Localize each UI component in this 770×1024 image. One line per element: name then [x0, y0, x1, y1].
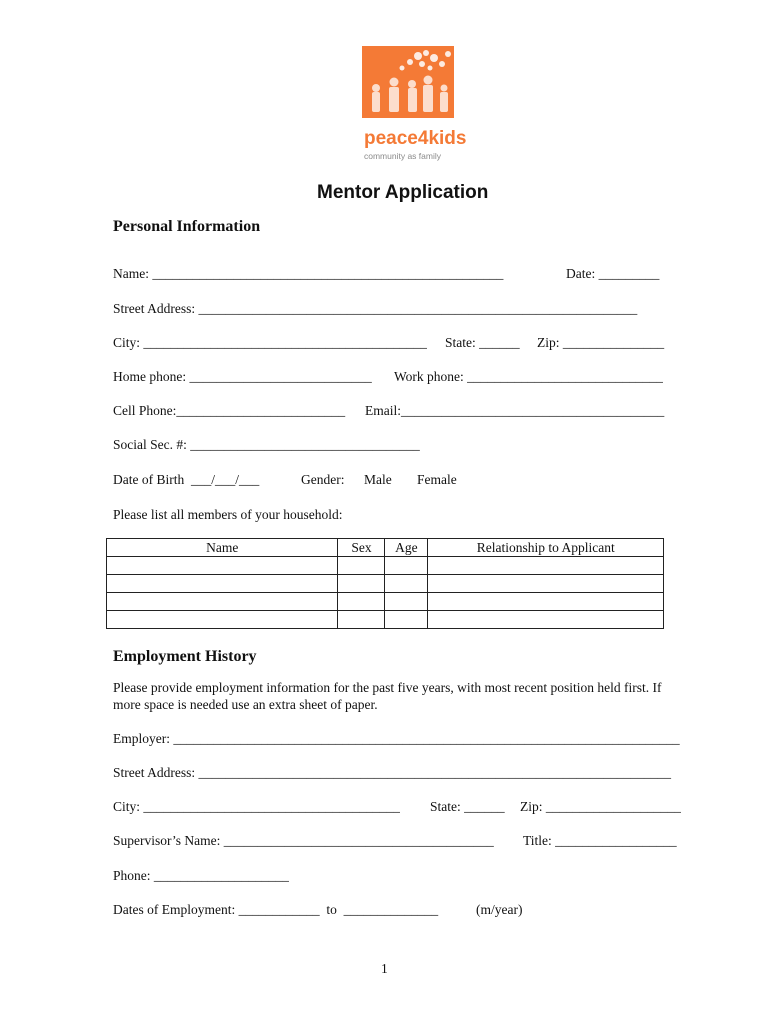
household-cell[interactable]	[385, 611, 428, 629]
document-title: Mentor Application	[317, 182, 489, 203]
logo-tagline: community as family	[364, 151, 441, 161]
employer-phone-field[interactable]: Phone: ____________________	[113, 868, 289, 883]
employer-street-address-field[interactable]: Street Address: ______________________________________________________________________	[113, 765, 671, 780]
name-field[interactable]: Name: ____________________________________________________	[113, 266, 504, 281]
household-cell[interactable]	[338, 611, 385, 629]
gender-female-option[interactable]: Female	[417, 472, 457, 487]
household-prompt: Please list all members of your household:	[113, 507, 343, 522]
home-phone-field[interactable]: Home phone: ___________________________	[113, 369, 372, 384]
household-cell[interactable]	[107, 557, 338, 575]
ssn-field[interactable]: Social Sec. #: __________________________________	[113, 437, 420, 452]
household-cell[interactable]	[428, 557, 664, 575]
city-field[interactable]: City: __________________________________________	[113, 335, 427, 350]
page-number: 1	[381, 961, 388, 976]
email-field[interactable]: Email:_______________________________________	[365, 403, 665, 418]
household-header-row	[107, 539, 664, 557]
column-header-name: Name	[107, 539, 338, 557]
household-cell[interactable]	[428, 593, 664, 611]
cell-phone-field[interactable]: Cell Phone:_________________________	[113, 403, 346, 418]
household-cell[interactable]	[428, 575, 664, 593]
household-cell[interactable]	[385, 575, 428, 593]
household-cell[interactable]	[107, 575, 338, 593]
household-cell[interactable]	[385, 593, 428, 611]
household-table	[106, 538, 664, 629]
household-cell[interactable]	[338, 575, 385, 593]
household-cell[interactable]	[338, 557, 385, 575]
employer-field[interactable]: Employer: ___________________________________________________________________________	[113, 731, 680, 746]
personal-info-heading: Personal Information	[113, 218, 261, 235]
household-cell[interactable]	[428, 611, 664, 629]
date-field[interactable]: Date: _________	[566, 266, 660, 281]
table-row	[107, 593, 664, 611]
household-cell[interactable]	[338, 593, 385, 611]
employer-state-field[interactable]: State: ______	[430, 799, 505, 814]
peace4kids-logo	[362, 46, 467, 164]
employment-intro-line-2: more space is needed use an extra sheet of paper.	[113, 697, 378, 712]
table-row	[107, 611, 664, 629]
household-cell[interactable]	[107, 593, 338, 611]
state-field[interactable]: State: ______	[445, 335, 520, 350]
household-cell[interactable]	[107, 611, 338, 629]
supervisor-name-field[interactable]: Supervisor’s Name: ________________________________________	[113, 833, 494, 848]
work-phone-field[interactable]: Work phone: _____________________________	[394, 369, 663, 384]
employment-intro-line-1: Please provide employment information for the past five years, with most recent position held first. If	[113, 680, 662, 695]
table-row	[107, 575, 664, 593]
dates-unit-label: (m/year)	[476, 902, 523, 917]
dob-field[interactable]: Date of Birth ___/___/___	[113, 472, 260, 487]
household-cell[interactable]	[385, 557, 428, 575]
logo-wordmark: peace4kids	[364, 128, 467, 149]
street-address-field[interactable]: Street Address: _________________________________________________________________	[113, 301, 638, 316]
zip-field[interactable]: Zip: _______________	[537, 335, 665, 350]
table-row	[107, 557, 664, 575]
employer-zip-field[interactable]: Zip: ____________________	[520, 799, 681, 814]
job-title-field[interactable]: Title: __________________	[523, 833, 677, 848]
column-header-sex: Sex	[338, 539, 385, 557]
employment-history-heading: Employment History	[113, 648, 257, 665]
dates-of-employment-field[interactable]: Dates of Employment: ____________ to ______________	[113, 902, 439, 917]
column-header-age: Age	[385, 539, 428, 557]
employer-city-field[interactable]: City: ______________________________________	[113, 799, 400, 814]
column-header-relationship: Relationship to Applicant	[428, 539, 664, 557]
gender-label: Gender:	[301, 472, 345, 487]
gender-male-option[interactable]: Male	[364, 472, 392, 487]
